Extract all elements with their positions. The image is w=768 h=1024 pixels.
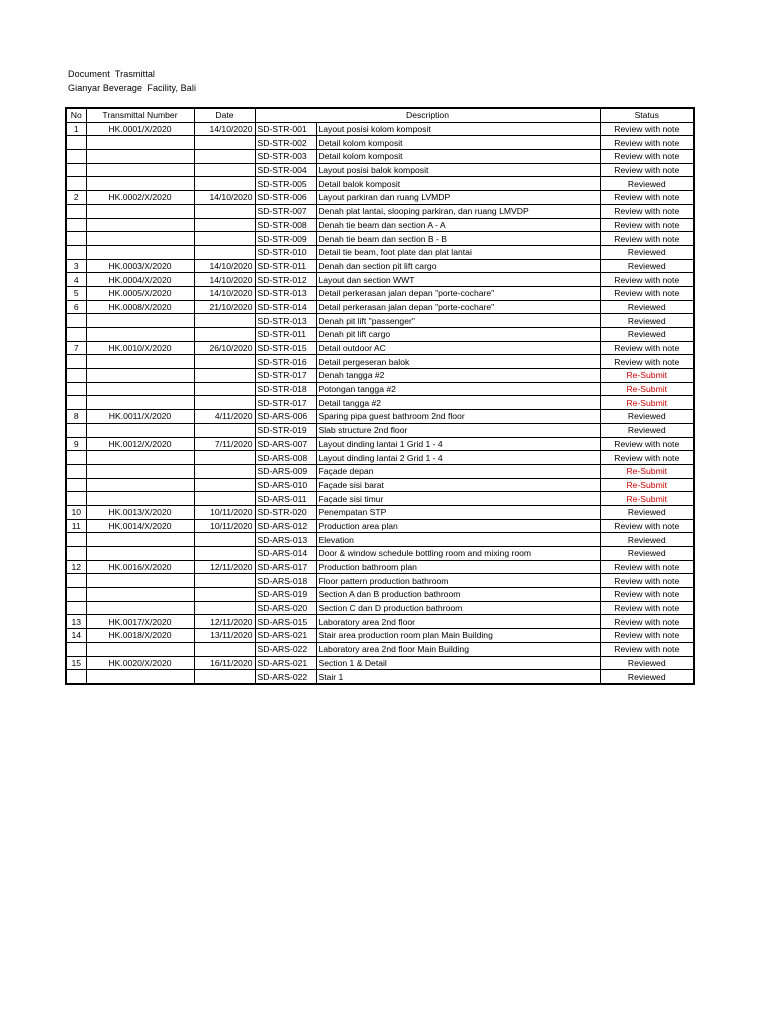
status-badge: Reviewed (600, 245, 694, 259)
table-row (66, 560, 694, 574)
table-row (66, 478, 694, 492)
status-badge: Re-Submit (600, 396, 694, 410)
drawing-description: Potongan tangga #2 (316, 382, 600, 396)
row-number (66, 328, 86, 342)
transmittal-number (86, 396, 194, 410)
row-date (194, 492, 255, 506)
transmittal-number: HK.0011/X/2020 (86, 410, 194, 424)
transmittal-number (86, 245, 194, 259)
transmittal-number: HK.0013/X/2020 (86, 505, 194, 519)
drawing-description: Layout posisi balok komposit (316, 163, 600, 177)
table-row (66, 588, 694, 602)
table-row (66, 314, 694, 328)
table-row (66, 122, 694, 136)
row-number (66, 177, 86, 191)
row-date (194, 601, 255, 615)
row-number (66, 533, 86, 547)
table-row (66, 574, 694, 588)
drawing-code: SD-ARS-006 (255, 410, 316, 424)
row-date (194, 451, 255, 465)
status-badge: Review with note (600, 191, 694, 205)
row-date (194, 204, 255, 218)
transmittal-number (86, 464, 194, 478)
row-date: 12/11/2020 (194, 615, 255, 629)
drawing-code: SD-ARS-012 (255, 519, 316, 533)
transmittal-table (65, 107, 695, 685)
drawing-code: SD-ARS-007 (255, 437, 316, 451)
drawing-description: Detail tangga #2 (316, 396, 600, 410)
drawing-code: SD-STR-017 (255, 369, 316, 383)
drawing-code: SD-STR-011 (255, 259, 316, 273)
drawing-code: SD-ARS-011 (255, 492, 316, 506)
drawing-code: SD-STR-007 (255, 204, 316, 218)
table-row (66, 505, 694, 519)
drawing-description: Stair area production room plan Main Building (316, 629, 600, 643)
row-date (194, 245, 255, 259)
transmittal-number: HK.0001/X/2020 (86, 122, 194, 136)
row-date: 14/10/2020 (194, 273, 255, 287)
drawing-code: SD-ARS-017 (255, 560, 316, 574)
row-date (194, 177, 255, 191)
transmittal-number (86, 451, 194, 465)
drawing-description: Denah dan section pit lift cargo (316, 259, 600, 273)
status-badge: Reviewed (600, 328, 694, 342)
status-badge: Review with note (600, 204, 694, 218)
row-number (66, 245, 86, 259)
row-number: 11 (66, 519, 86, 533)
table-row (66, 629, 694, 643)
drawing-description: Detail tie beam, foot plate dan plat lantai (316, 245, 600, 259)
drawing-description: Denah plat lantai, slooping parkiran, dan ruang LMVDP (316, 204, 600, 218)
document-heading (68, 67, 196, 95)
row-date: 10/11/2020 (194, 519, 255, 533)
status-badge: Review with note (600, 615, 694, 629)
transmittal-number (86, 601, 194, 615)
drawing-description: Detail perkerasan jalan depan "porte-cochare" (316, 286, 600, 300)
drawing-description: Door & window schedule bottling room and mixing room (316, 547, 600, 561)
row-number: 12 (66, 560, 86, 574)
status-badge: Review with note (600, 629, 694, 643)
drawing-code: SD-STR-005 (255, 177, 316, 191)
status-badge: Review with note (600, 163, 694, 177)
transmittal-number (86, 136, 194, 150)
row-date: 4/11/2020 (194, 410, 255, 424)
table-row (66, 355, 694, 369)
transmittal-number: HK.0010/X/2020 (86, 341, 194, 355)
status-badge: Re-Submit (600, 369, 694, 383)
row-date: 14/10/2020 (194, 122, 255, 136)
row-number: 14 (66, 629, 86, 643)
status-badge: Re-Submit (600, 492, 694, 506)
project-name: Gianyar Beverage Facility, Bali (68, 83, 197, 93)
row-date (194, 355, 255, 369)
transmittal-number (86, 574, 194, 588)
drawing-description: Detail kolom komposit (316, 136, 600, 150)
row-date: 21/10/2020 (194, 300, 255, 314)
row-number: 9 (66, 437, 86, 451)
drawing-code: SD-STR-015 (255, 341, 316, 355)
transmittal-number: HK.0003/X/2020 (86, 259, 194, 273)
drawing-description: Section A dan B production bathroom (316, 588, 600, 602)
row-number (66, 314, 86, 328)
row-number (66, 163, 86, 177)
row-date (194, 423, 255, 437)
row-number: 15 (66, 656, 86, 670)
table-row (66, 437, 694, 451)
row-number (66, 355, 86, 369)
table-row (66, 136, 694, 150)
drawing-code: SD-STR-006 (255, 191, 316, 205)
drawing-code: SD-ARS-022 (255, 670, 316, 684)
table-body (66, 122, 694, 684)
drawing-description: Denah pit lift "passenger" (316, 314, 600, 328)
row-number (66, 642, 86, 656)
status-badge: Review with note (600, 560, 694, 574)
transmittal-number (86, 218, 194, 232)
row-date (194, 396, 255, 410)
row-number (66, 464, 86, 478)
drawing-description: Layout dan section WWT (316, 273, 600, 287)
drawing-description: Section C dan D production bathroom (316, 601, 600, 615)
transmittal-number: HK.0008/X/2020 (86, 300, 194, 314)
drawing-description: Denah tie beam dan section B - B (316, 232, 600, 246)
drawing-code: SD-STR-016 (255, 355, 316, 369)
row-number (66, 150, 86, 164)
drawing-code: SD-STR-010 (255, 245, 316, 259)
table-row (66, 423, 694, 437)
status-badge: Review with note (600, 451, 694, 465)
transmittal-number (86, 177, 194, 191)
header-description: Description (255, 108, 600, 122)
row-date: 13/11/2020 (194, 629, 255, 643)
table-row (66, 382, 694, 396)
drawing-code: SD-STR-013 (255, 314, 316, 328)
row-date (194, 314, 255, 328)
status-badge: Review with note (600, 519, 694, 533)
table-row (66, 533, 694, 547)
row-number: 3 (66, 259, 86, 273)
table-row (66, 396, 694, 410)
status-badge: Review with note (600, 136, 694, 150)
drawing-description: Denah tie beam dan section A - A (316, 218, 600, 232)
status-badge: Review with note (600, 588, 694, 602)
status-badge: Reviewed (600, 656, 694, 670)
status-badge: Reviewed (600, 533, 694, 547)
transmittal-number (86, 533, 194, 547)
transmittal-number: HK.0016/X/2020 (86, 560, 194, 574)
row-number: 5 (66, 286, 86, 300)
row-number (66, 670, 86, 684)
row-date (194, 369, 255, 383)
table-row (66, 670, 694, 684)
drawing-description: Detail balok komposit (316, 177, 600, 191)
transmittal-number: HK.0017/X/2020 (86, 615, 194, 629)
transmittal-number (86, 150, 194, 164)
table-row (66, 328, 694, 342)
table-row (66, 464, 694, 478)
row-date: 14/10/2020 (194, 191, 255, 205)
status-badge: Reviewed (600, 259, 694, 273)
header-no: No (66, 108, 86, 122)
drawing-description: Elevation (316, 533, 600, 547)
drawing-code: SD-STR-017 (255, 396, 316, 410)
header-status: Status (600, 108, 694, 122)
row-number (66, 204, 86, 218)
row-number (66, 451, 86, 465)
row-number: 13 (66, 615, 86, 629)
drawing-code: SD-STR-003 (255, 150, 316, 164)
drawing-description: Façade depan (316, 464, 600, 478)
status-badge: Reviewed (600, 423, 694, 437)
status-badge: Review with note (600, 437, 694, 451)
status-badge: Reviewed (600, 314, 694, 328)
table-row (66, 177, 694, 191)
drawing-description: Laboratory area 2nd floor (316, 615, 600, 629)
table-row (66, 615, 694, 629)
status-badge: Review with note (600, 150, 694, 164)
drawing-description: Laboratory area 2nd floor Main Building (316, 642, 600, 656)
table-row (66, 519, 694, 533)
row-date (194, 670, 255, 684)
table-row (66, 245, 694, 259)
drawing-code: SD-STR-012 (255, 273, 316, 287)
drawing-code: SD-ARS-014 (255, 547, 316, 561)
drawing-description: Layout dinding lantai 2 Grid 1 - 4 (316, 451, 600, 465)
transmittal-number (86, 382, 194, 396)
row-number: 7 (66, 341, 86, 355)
status-badge: Review with note (600, 218, 694, 232)
drawing-description: Floor pattern production bathroom (316, 574, 600, 588)
table-row (66, 204, 694, 218)
transmittal-number (86, 314, 194, 328)
row-number (66, 382, 86, 396)
drawing-code: SD-ARS-008 (255, 451, 316, 465)
drawing-description: Detail outdoor AC (316, 341, 600, 355)
status-badge: Review with note (600, 355, 694, 369)
drawing-code: SD-ARS-015 (255, 615, 316, 629)
drawing-description: Stair 1 (316, 670, 600, 684)
drawing-code: SD-ARS-018 (255, 574, 316, 588)
row-date (194, 218, 255, 232)
drawing-code: SD-STR-001 (255, 122, 316, 136)
status-badge: Review with note (600, 601, 694, 615)
drawing-description: Detail pergeseran balok (316, 355, 600, 369)
table-row (66, 642, 694, 656)
row-number (66, 218, 86, 232)
drawing-code: SD-STR-019 (255, 423, 316, 437)
transmittal-number (86, 204, 194, 218)
status-badge: Review with note (600, 122, 694, 136)
drawing-description: Production area plan (316, 519, 600, 533)
row-number (66, 136, 86, 150)
row-number (66, 423, 86, 437)
transmittal-number (86, 670, 194, 684)
drawing-code: SD-ARS-013 (255, 533, 316, 547)
row-date (194, 232, 255, 246)
status-badge: Reviewed (600, 410, 694, 424)
row-date: 7/11/2020 (194, 437, 255, 451)
drawing-code: SD-STR-020 (255, 505, 316, 519)
row-date: 10/11/2020 (194, 505, 255, 519)
table-row (66, 218, 694, 232)
table-row (66, 191, 694, 205)
row-number: 4 (66, 273, 86, 287)
row-date: 16/11/2020 (194, 656, 255, 670)
drawing-description: Penempatan STP (316, 505, 600, 519)
status-badge: Reviewed (600, 177, 694, 191)
drawing-code: SD-STR-018 (255, 382, 316, 396)
row-date (194, 533, 255, 547)
transmittal-number: HK.0012/X/2020 (86, 437, 194, 451)
status-badge: Reviewed (600, 547, 694, 561)
table-row (66, 410, 694, 424)
drawing-code: SD-STR-011 (255, 328, 316, 342)
transmittal-number: HK.0004/X/2020 (86, 273, 194, 287)
drawing-code: SD-ARS-019 (255, 588, 316, 602)
row-number: 6 (66, 300, 86, 314)
transmittal-number (86, 547, 194, 561)
row-number (66, 588, 86, 602)
row-date: 14/10/2020 (194, 286, 255, 300)
row-date (194, 163, 255, 177)
row-number (66, 601, 86, 615)
table-row (66, 547, 694, 561)
drawing-code: SD-ARS-020 (255, 601, 316, 615)
status-badge: Reviewed (600, 300, 694, 314)
status-badge: Re-Submit (600, 464, 694, 478)
row-date (194, 588, 255, 602)
transmittal-number (86, 423, 194, 437)
status-badge: Re-Submit (600, 382, 694, 396)
drawing-description: Production bathroom plan (316, 560, 600, 574)
status-badge: Review with note (600, 341, 694, 355)
row-date: 14/10/2020 (194, 259, 255, 273)
status-badge: Review with note (600, 574, 694, 588)
table-row (66, 601, 694, 615)
table-row (66, 656, 694, 670)
status-badge: Review with note (600, 232, 694, 246)
transmittal-number: HK.0002/X/2020 (86, 191, 194, 205)
table-row (66, 286, 694, 300)
table-row (66, 232, 694, 246)
row-number: 8 (66, 410, 86, 424)
transmittal-number (86, 328, 194, 342)
drawing-code: SD-ARS-021 (255, 656, 316, 670)
drawing-code: SD-ARS-021 (255, 629, 316, 643)
table-row (66, 259, 694, 273)
transmittal-number (86, 642, 194, 656)
transmittal-number (86, 232, 194, 246)
transmittal-number (86, 355, 194, 369)
drawing-code: SD-STR-004 (255, 163, 316, 177)
transmittal-number (86, 588, 194, 602)
drawing-description: Layout dinding lantai 1 Grid 1 - 4 (316, 437, 600, 451)
row-number (66, 478, 86, 492)
table-row (66, 369, 694, 383)
table-row (66, 273, 694, 287)
table-row (66, 451, 694, 465)
drawing-code: SD-STR-013 (255, 286, 316, 300)
drawing-description: Layout posisi kolom komposit (316, 122, 600, 136)
row-number (66, 232, 86, 246)
drawing-description: Façade sisi barat (316, 478, 600, 492)
transmittal-number (86, 492, 194, 506)
status-badge: Re-Submit (600, 478, 694, 492)
row-number: 10 (66, 505, 86, 519)
row-number (66, 369, 86, 383)
row-number: 1 (66, 122, 86, 136)
header-date: Date (194, 108, 255, 122)
table-row (66, 341, 694, 355)
drawing-code: SD-STR-009 (255, 232, 316, 246)
row-date (194, 642, 255, 656)
row-number (66, 492, 86, 506)
drawing-code: SD-STR-014 (255, 300, 316, 314)
row-date (194, 574, 255, 588)
transmittal-number: HK.0018/X/2020 (86, 629, 194, 643)
table-row (66, 300, 694, 314)
row-date (194, 464, 255, 478)
drawing-description: Section 1 & Detail (316, 656, 600, 670)
drawing-description: Layout parkiran dan ruang LVMDP (316, 191, 600, 205)
row-date (194, 136, 255, 150)
drawing-description: Detail kolom komposit (316, 150, 600, 164)
row-number: 2 (66, 191, 86, 205)
transmittal-number (86, 369, 194, 383)
row-date (194, 382, 255, 396)
drawing-description: Detail perkerasan jalan depan "porte-cochare" (316, 300, 600, 314)
row-date: 12/11/2020 (194, 560, 255, 574)
table-row (66, 163, 694, 177)
drawing-code: SD-ARS-022 (255, 642, 316, 656)
header-transmittal-number: Transmittal Number (86, 108, 194, 122)
row-date (194, 328, 255, 342)
drawing-description: Denah tangga #2 (316, 369, 600, 383)
row-date (194, 150, 255, 164)
drawing-code: SD-STR-008 (255, 218, 316, 232)
drawing-code: SD-ARS-009 (255, 464, 316, 478)
drawing-description: Façade sisi timur (316, 492, 600, 506)
transmittal-number (86, 163, 194, 177)
document-title: Document Trasmittal (68, 69, 156, 79)
row-number (66, 396, 86, 410)
table-header-row (66, 108, 694, 122)
row-date (194, 547, 255, 561)
transmittal-number: HK.0014/X/2020 (86, 519, 194, 533)
status-badge: Review with note (600, 642, 694, 656)
table-row (66, 492, 694, 506)
status-badge: Review with note (600, 286, 694, 300)
row-number (66, 574, 86, 588)
row-number (66, 547, 86, 561)
status-badge: Reviewed (600, 670, 694, 684)
drawing-description: Sparing pipa guest bathroom 2nd floor (316, 410, 600, 424)
table-row (66, 150, 694, 164)
status-badge: Reviewed (600, 505, 694, 519)
drawing-code: SD-STR-002 (255, 136, 316, 150)
row-date (194, 478, 255, 492)
transmittal-number: HK.0005/X/2020 (86, 286, 194, 300)
drawing-description: Slab structure 2nd floor (316, 423, 600, 437)
transmittal-number: HK.0020/X/2020 (86, 656, 194, 670)
transmittal-number (86, 478, 194, 492)
drawing-code: SD-ARS-010 (255, 478, 316, 492)
status-badge: Review with note (600, 273, 694, 287)
drawing-description: Denah pit lift cargo (316, 328, 600, 342)
row-date: 26/10/2020 (194, 341, 255, 355)
